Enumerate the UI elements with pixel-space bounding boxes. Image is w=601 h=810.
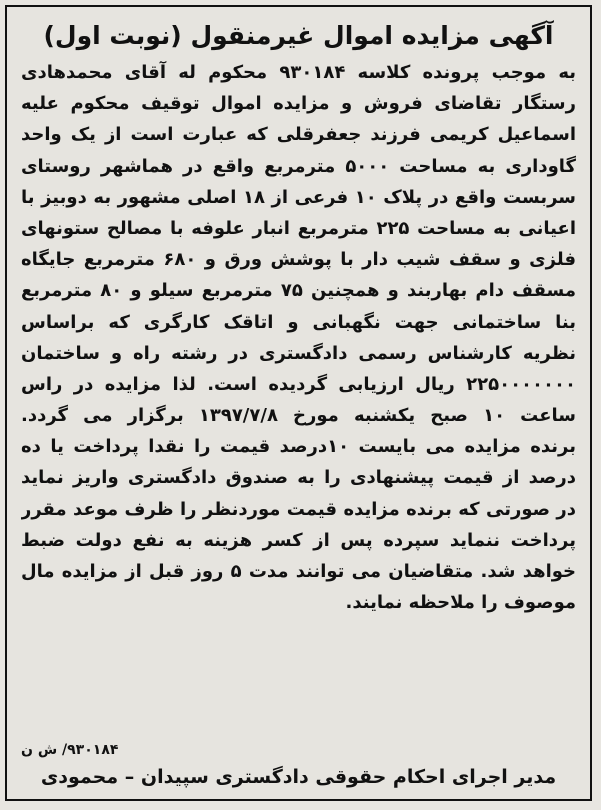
body-line: درصد از قیمت پیشنهادی را به صندوق دادگستری واریز نماید — [21, 467, 576, 489]
body-line: به موجب پرونده کلاسه ۹۳۰۱۸۴ محکوم له آقای محمدهادی — [21, 62, 576, 83]
notice-body — [21, 57, 576, 618]
body-line: بنا ساختمانی جهت نگهبانی و اتاقک کارگری که براساس — [21, 311, 576, 333]
body-line: در صورتی که برنده مزایده قیمت موردنظر را ظرف موعد مقرر — [21, 498, 576, 520]
signature: مدیر اجرای احکام حقوقی دادگستری سپیدان – محمودی — [40, 766, 557, 788]
body-line: اسماعیل کریمی فرزند جعفرقلی که عبارت است از یک واحد — [21, 124, 576, 146]
body-line: موصوف را ملاحظه نمایند. — [345, 592, 576, 614]
body-line: پرداخت ننماید سپرده پس از کسر هزینه به نفع دولت ضبط — [21, 529, 576, 551]
body-line: گاوداری به مساحت ۵۰۰۰ مترمربع واقع در هماشهر روستای — [21, 155, 576, 177]
body-line: ۲۲۵۰۰۰۰۰۰۰ ریال ارزیابی گردیده است. لذا مزایده در راس — [21, 373, 576, 395]
body-line: مسقف دام بهاربند و همچنین ۷۵ مترمربع سیلو و ۸۰ مترمربع — [21, 280, 576, 302]
body-line: خواهد شد. متقاضیان می توانند مدت ۵ روز قبل از مزایده مال — [21, 561, 576, 582]
body-line: اعیانی به مساحت ۲۲۵ مترمربع انبار علوفه با مصالح ستونهای — [21, 217, 576, 239]
body-line: سربست واقع در پلاک ۱۰ فرعی از ۱۸ اصلی مشهور به دوبیز با — [21, 186, 576, 208]
body-line: ساعت ۱۰ صبح یکشنبه مورخ ۱۳۹۷/۷/۸ برگزار می گردد. — [21, 405, 576, 427]
body-line: فلزی و سقف شیب دار با پوشش ورق و ۶۸۰ مترمربع جایگاه — [21, 249, 576, 271]
body-line: رستگار تقاضای فروش و مزایده اموال توقیف محکوم علیه — [21, 93, 576, 115]
body-line: برنده مزایده می بایست ۱۰درصد قیمت را نقدا پرداخت یا ده — [21, 436, 576, 458]
notice-title: آگهی مزایده اموال غیرمنقول (نوبت اول) — [43, 21, 554, 50]
body-line: نظریه کارشناس رسمی دادگستری در رشته راه و ساختمان — [21, 342, 576, 364]
auction-notice — [5, 5, 592, 801]
reference-number: ۹۳۰۱۸۴/ ش ن — [21, 742, 119, 758]
